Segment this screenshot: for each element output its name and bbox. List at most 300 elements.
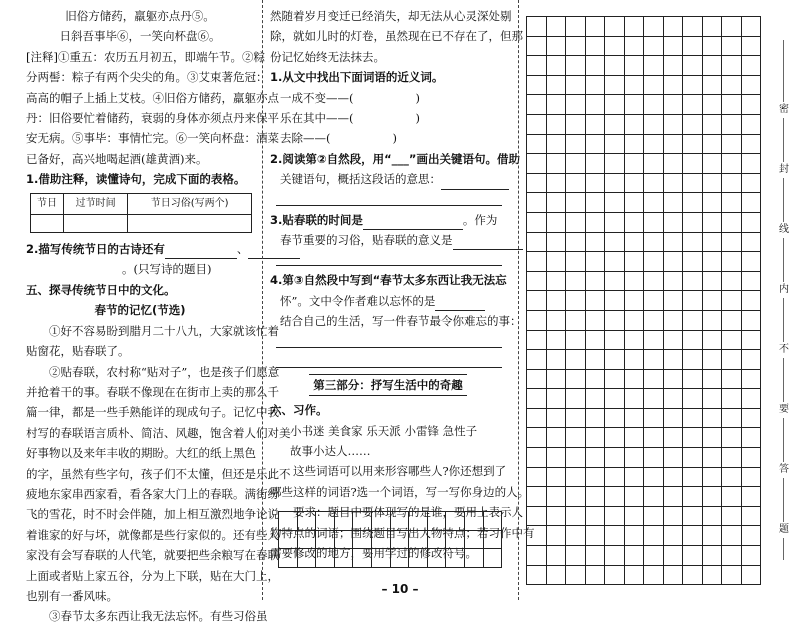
grid-cell[interactable] (527, 526, 547, 546)
grid-cell[interactable] (547, 350, 567, 370)
grid-cell[interactable] (484, 512, 503, 531)
grid-cell[interactable] (683, 252, 703, 272)
grid-cell[interactable] (605, 507, 625, 527)
grid-cell[interactable] (664, 95, 684, 115)
grid-cell[interactable] (644, 350, 664, 370)
answer-line[interactable] (276, 332, 502, 348)
grid-cell[interactable] (547, 154, 567, 174)
grid-cell[interactable] (547, 389, 567, 409)
grid-cell[interactable] (605, 154, 625, 174)
grid-cell[interactable] (664, 350, 684, 370)
grid-cell[interactable] (703, 428, 723, 448)
grid-cell[interactable] (703, 233, 723, 253)
grid-cell[interactable] (644, 331, 664, 351)
grid-cell[interactable] (664, 272, 684, 292)
grid-cell[interactable] (703, 252, 723, 272)
grid-cell[interactable] (605, 252, 625, 272)
grid-cell[interactable] (722, 370, 742, 390)
grid-cell[interactable] (527, 487, 547, 507)
grid-cell[interactable] (703, 546, 723, 566)
grid-cell[interactable] (391, 549, 410, 568)
grid-cell[interactable] (566, 76, 586, 96)
grid-cell[interactable] (703, 507, 723, 527)
grid-cell[interactable] (605, 174, 625, 194)
grid-cell[interactable] (722, 487, 742, 507)
grid-cell[interactable] (742, 409, 762, 429)
grid-cell[interactable] (605, 331, 625, 351)
grid-cell[interactable] (586, 115, 606, 135)
grid-cell[interactable] (527, 17, 547, 37)
grid-cell[interactable] (644, 526, 664, 546)
grid-cell[interactable] (527, 428, 547, 448)
grid-cell[interactable] (605, 311, 625, 331)
grid-cell[interactable] (298, 531, 317, 550)
grid-cell[interactable] (566, 252, 586, 272)
grid-cell[interactable] (683, 17, 703, 37)
grid-cell[interactable] (625, 291, 645, 311)
grid-cell[interactable] (625, 213, 645, 233)
grid-cell[interactable] (586, 487, 606, 507)
grid-cell[interactable] (605, 17, 625, 37)
grid-cell[interactable] (683, 56, 703, 76)
grid-cell[interactable] (683, 193, 703, 213)
grid-cell[interactable] (683, 370, 703, 390)
grid-cell[interactable] (409, 549, 428, 568)
grid-cell[interactable] (625, 56, 645, 76)
grid-cell[interactable] (644, 174, 664, 194)
grid-cell[interactable] (742, 389, 762, 409)
grid-cell[interactable] (683, 409, 703, 429)
grid-cell[interactable] (703, 291, 723, 311)
grid-cell[interactable] (703, 17, 723, 37)
grid-cell[interactable] (586, 76, 606, 96)
grid-cell[interactable] (566, 17, 586, 37)
answer-cell[interactable] (31, 215, 64, 233)
grid-cell[interactable] (566, 487, 586, 507)
grid-cell[interactable] (703, 95, 723, 115)
grid-cell[interactable] (605, 213, 625, 233)
grid-cell[interactable] (683, 448, 703, 468)
grid-cell[interactable] (722, 507, 742, 527)
grid-cell[interactable] (683, 37, 703, 57)
grid-cell[interactable] (644, 154, 664, 174)
grid-cell[interactable] (428, 549, 447, 568)
grid-cell[interactable] (566, 154, 586, 174)
grid-cell[interactable] (527, 233, 547, 253)
grid-cell[interactable] (664, 468, 684, 488)
grid-cell[interactable] (566, 526, 586, 546)
grid-cell[interactable] (664, 76, 684, 96)
grid-cell[interactable] (566, 370, 586, 390)
grid-cell[interactable] (722, 37, 742, 57)
grid-cell[interactable] (547, 428, 567, 448)
grid-cell[interactable] (644, 252, 664, 272)
grid-cell[interactable] (644, 17, 664, 37)
answer-line[interactable] (276, 250, 502, 266)
grid-cell[interactable] (446, 531, 465, 550)
grid-cell[interactable] (742, 350, 762, 370)
grid-cell[interactable] (664, 213, 684, 233)
grid-cell[interactable] (742, 115, 762, 135)
grid-cell[interactable] (703, 135, 723, 155)
grid-cell[interactable] (353, 512, 372, 531)
grid-cell[interactable] (547, 193, 567, 213)
answer-line[interactable] (276, 190, 502, 206)
grid-cell[interactable] (683, 331, 703, 351)
grid-cell[interactable] (742, 546, 762, 566)
grid-cell[interactable] (644, 291, 664, 311)
grid-cell[interactable] (547, 331, 567, 351)
grid-cell[interactable] (625, 546, 645, 566)
grid-cell[interactable] (586, 135, 606, 155)
grid-cell[interactable] (664, 154, 684, 174)
grid-cell[interactable] (465, 549, 484, 568)
grid-cell[interactable] (586, 331, 606, 351)
grid-cell[interactable] (353, 549, 372, 568)
grid-cell[interactable] (644, 56, 664, 76)
grid-cell[interactable] (586, 174, 606, 194)
grid-cell[interactable] (372, 531, 391, 550)
grid-cell[interactable] (703, 350, 723, 370)
grid-cell[interactable] (722, 350, 742, 370)
grid-cell[interactable] (566, 135, 586, 155)
grid-cell[interactable] (742, 448, 762, 468)
grid-cell[interactable] (484, 531, 503, 550)
grid-cell[interactable] (605, 95, 625, 115)
grid-cell[interactable] (664, 370, 684, 390)
grid-cell[interactable] (742, 213, 762, 233)
grid-cell[interactable] (335, 512, 354, 531)
grid-cell[interactable] (664, 507, 684, 527)
grid-cell[interactable] (446, 512, 465, 531)
grid-cell[interactable] (566, 546, 586, 566)
grid-cell[interactable] (298, 512, 317, 531)
grid-cell[interactable] (566, 115, 586, 135)
grid-cell[interactable] (527, 311, 547, 331)
grid-cell[interactable] (703, 389, 723, 409)
grid-cell[interactable] (625, 76, 645, 96)
grid-cell[interactable] (566, 331, 586, 351)
grid-cell[interactable] (625, 135, 645, 155)
grid-cell[interactable] (644, 370, 664, 390)
grid-cell[interactable] (605, 526, 625, 546)
grid-cell[interactable] (664, 37, 684, 57)
grid-cell[interactable] (683, 291, 703, 311)
grid-cell[interactable] (547, 115, 567, 135)
grid-cell[interactable] (742, 37, 762, 57)
grid-cell[interactable] (742, 428, 762, 448)
grid-cell[interactable] (625, 468, 645, 488)
grid-cell[interactable] (527, 252, 547, 272)
grid-cell[interactable] (644, 272, 664, 292)
grid-cell[interactable] (566, 291, 586, 311)
grid-cell[interactable] (703, 526, 723, 546)
grid-cell[interactable] (316, 549, 335, 568)
grid-cell[interactable] (625, 350, 645, 370)
grid-cell[interactable] (742, 331, 762, 351)
grid-cell[interactable] (683, 115, 703, 135)
grid-cell[interactable] (683, 95, 703, 115)
grid-cell[interactable] (527, 546, 547, 566)
grid-cell[interactable] (625, 272, 645, 292)
grid-cell[interactable] (547, 468, 567, 488)
grid-cell[interactable] (625, 428, 645, 448)
grid-cell[interactable] (722, 56, 742, 76)
grid-cell[interactable] (566, 272, 586, 292)
grid-cell[interactable] (664, 448, 684, 468)
grid-cell[interactable] (664, 252, 684, 272)
grid-cell[interactable] (722, 311, 742, 331)
grid-cell[interactable] (625, 252, 645, 272)
grid-cell[interactable] (527, 56, 547, 76)
grid-cell[interactable] (703, 311, 723, 331)
grid-cell[interactable] (664, 291, 684, 311)
grid-cell[interactable] (335, 531, 354, 550)
grid-cell[interactable] (566, 350, 586, 370)
grid-cell[interactable] (664, 487, 684, 507)
grid-cell[interactable] (586, 95, 606, 115)
grid-cell[interactable] (605, 428, 625, 448)
grid-cell[interactable] (703, 448, 723, 468)
grid-cell[interactable] (703, 213, 723, 233)
grid-cell[interactable] (547, 311, 567, 331)
grid-cell[interactable] (465, 531, 484, 550)
grid-cell[interactable] (722, 174, 742, 194)
grid-cell[interactable] (566, 409, 586, 429)
grid-cell[interactable] (547, 135, 567, 155)
grid-cell[interactable] (605, 291, 625, 311)
grid-cell[interactable] (703, 174, 723, 194)
grid-cell[interactable] (527, 154, 547, 174)
grid-cell[interactable] (703, 331, 723, 351)
grid-cell[interactable] (664, 174, 684, 194)
grid-cell[interactable] (605, 546, 625, 566)
grid-cell[interactable] (722, 546, 742, 566)
grid-cell[interactable] (625, 526, 645, 546)
grid-cell[interactable] (703, 409, 723, 429)
grid-cell[interactable] (664, 193, 684, 213)
grid-cell[interactable] (547, 174, 567, 194)
grid-cell[interactable] (605, 135, 625, 155)
grid-cell[interactable] (605, 468, 625, 488)
grid-cell[interactable] (625, 389, 645, 409)
grid-cell[interactable] (742, 174, 762, 194)
grid-cell[interactable] (586, 252, 606, 272)
grid-cell[interactable] (742, 95, 762, 115)
grid-cell[interactable] (664, 56, 684, 76)
grid-cell[interactable] (664, 115, 684, 135)
grid-cell[interactable] (664, 311, 684, 331)
grid-cell[interactable] (625, 115, 645, 135)
grid-cell[interactable] (703, 272, 723, 292)
grid-cell[interactable] (722, 272, 742, 292)
grid-cell[interactable] (664, 428, 684, 448)
grid-cell[interactable] (566, 193, 586, 213)
grid-cell[interactable] (586, 154, 606, 174)
answer-cell[interactable] (63, 215, 127, 233)
grid-cell[interactable] (644, 311, 664, 331)
grid-cell[interactable] (527, 213, 547, 233)
grid-cell[interactable] (391, 531, 410, 550)
grid-cell[interactable] (742, 193, 762, 213)
grid-cell[interactable] (683, 272, 703, 292)
grid-cell[interactable] (428, 512, 447, 531)
grid-cell[interactable] (566, 428, 586, 448)
grid-cell[interactable] (527, 468, 547, 488)
grid-cell[interactable] (586, 193, 606, 213)
grid-cell[interactable] (465, 512, 484, 531)
grid-cell[interactable] (547, 272, 567, 292)
grid-cell[interactable] (625, 370, 645, 390)
grid-cell[interactable] (703, 76, 723, 96)
grid-cell[interactable] (644, 428, 664, 448)
grid-cell[interactable] (683, 233, 703, 253)
grid-cell[interactable] (664, 409, 684, 429)
grid-cell[interactable] (605, 233, 625, 253)
grid-cell[interactable] (683, 76, 703, 96)
grid-cell[interactable] (527, 193, 547, 213)
grid-cell[interactable] (547, 213, 567, 233)
grid-cell[interactable] (644, 135, 664, 155)
grid-cell[interactable] (547, 487, 567, 507)
grid-cell[interactable] (279, 549, 298, 568)
grid-cell[interactable] (722, 193, 742, 213)
grid-cell[interactable] (644, 193, 664, 213)
grid-cell[interactable] (586, 37, 606, 57)
grid-cell[interactable] (566, 233, 586, 253)
answer-blank[interactable] (441, 189, 509, 190)
grid-cell[interactable] (527, 37, 547, 57)
writing-grid[interactable] (526, 16, 761, 585)
grid-cell[interactable] (703, 115, 723, 135)
grid-cell[interactable] (703, 154, 723, 174)
grid-cell[interactable] (547, 17, 567, 37)
grid-cell[interactable] (586, 370, 606, 390)
grid-cell[interactable] (605, 272, 625, 292)
grid-cell[interactable] (586, 526, 606, 546)
grid-cell[interactable] (586, 56, 606, 76)
grid-cell[interactable] (742, 311, 762, 331)
grid-cell[interactable] (547, 56, 567, 76)
grid-cell[interactable] (722, 448, 742, 468)
grid-cell[interactable] (547, 95, 567, 115)
grid-cell[interactable] (605, 115, 625, 135)
grid-cell[interactable] (527, 350, 547, 370)
grid-cell[interactable] (644, 546, 664, 566)
grid-cell[interactable] (742, 56, 762, 76)
grid-cell[interactable] (722, 468, 742, 488)
grid-cell[interactable] (527, 409, 547, 429)
grid-cell[interactable] (586, 468, 606, 488)
grid-cell[interactable] (722, 154, 742, 174)
grid-cell[interactable] (547, 233, 567, 253)
grid-cell[interactable] (298, 549, 317, 568)
grid-cell[interactable] (722, 115, 742, 135)
grid-cell[interactable] (703, 370, 723, 390)
grid-cell[interactable] (527, 507, 547, 527)
grid-cell[interactable] (372, 512, 391, 531)
grid-cell[interactable] (527, 331, 547, 351)
grid-cell[interactable] (644, 409, 664, 429)
grid-cell[interactable] (625, 507, 645, 527)
grid-cell[interactable] (353, 531, 372, 550)
grid-cell[interactable] (586, 213, 606, 233)
grid-cell[interactable] (683, 428, 703, 448)
grid-cell[interactable] (644, 213, 664, 233)
grid-cell[interactable] (683, 311, 703, 331)
grid-cell[interactable] (742, 507, 762, 527)
grid-cell[interactable] (625, 409, 645, 429)
grid-cell[interactable] (625, 448, 645, 468)
grid-cell[interactable] (586, 291, 606, 311)
grid-cell[interactable] (566, 95, 586, 115)
grid-cell[interactable] (703, 487, 723, 507)
grid-cell[interactable] (586, 507, 606, 527)
grid-cell[interactable] (586, 17, 606, 37)
grid-cell[interactable] (335, 549, 354, 568)
grid-cell[interactable] (683, 350, 703, 370)
grid-cell[interactable] (703, 37, 723, 57)
answer-cell[interactable] (128, 215, 252, 233)
grid-cell[interactable] (605, 37, 625, 57)
grid-cell[interactable] (664, 389, 684, 409)
grid-cell[interactable] (625, 154, 645, 174)
grid-cell[interactable] (605, 487, 625, 507)
grid-cell[interactable] (664, 135, 684, 155)
grid-cell[interactable] (625, 17, 645, 37)
grid-cell[interactable] (644, 389, 664, 409)
grid-cell[interactable] (586, 233, 606, 253)
grid-cell[interactable] (372, 549, 391, 568)
grid-cell[interactable] (644, 95, 664, 115)
grid-cell[interactable] (625, 311, 645, 331)
grid-cell[interactable] (484, 549, 503, 568)
answer-blank[interactable] (453, 249, 523, 250)
answer-line[interactable] (276, 352, 502, 368)
grid-cell[interactable] (316, 531, 335, 550)
grid-cell[interactable] (644, 507, 664, 527)
grid-cell[interactable] (605, 409, 625, 429)
grid-cell[interactable] (527, 95, 547, 115)
grid-cell[interactable] (742, 370, 762, 390)
grid-cell[interactable] (742, 272, 762, 292)
grid-cell[interactable] (527, 174, 547, 194)
grid-cell[interactable] (722, 428, 742, 448)
grid-cell[interactable] (586, 546, 606, 566)
grid-cell[interactable] (605, 56, 625, 76)
grid-cell[interactable] (566, 174, 586, 194)
grid-cell[interactable] (586, 389, 606, 409)
grid-cell[interactable] (527, 370, 547, 390)
grid-cell[interactable] (722, 76, 742, 96)
grid-cell[interactable] (566, 468, 586, 488)
grid-cell[interactable] (625, 233, 645, 253)
grid-cell[interactable] (605, 370, 625, 390)
grid-cell[interactable] (566, 389, 586, 409)
grid-cell[interactable] (644, 487, 664, 507)
grid-cell[interactable] (644, 233, 664, 253)
grid-cell[interactable] (644, 448, 664, 468)
grid-cell[interactable] (625, 193, 645, 213)
grid-cell[interactable] (625, 174, 645, 194)
grid-cell[interactable] (625, 331, 645, 351)
grid-cell[interactable] (566, 213, 586, 233)
grid-cell[interactable] (586, 272, 606, 292)
grid-cell[interactable] (683, 154, 703, 174)
grid-cell[interactable] (547, 252, 567, 272)
grid-cell[interactable] (742, 135, 762, 155)
grid-cell[interactable] (527, 76, 547, 96)
